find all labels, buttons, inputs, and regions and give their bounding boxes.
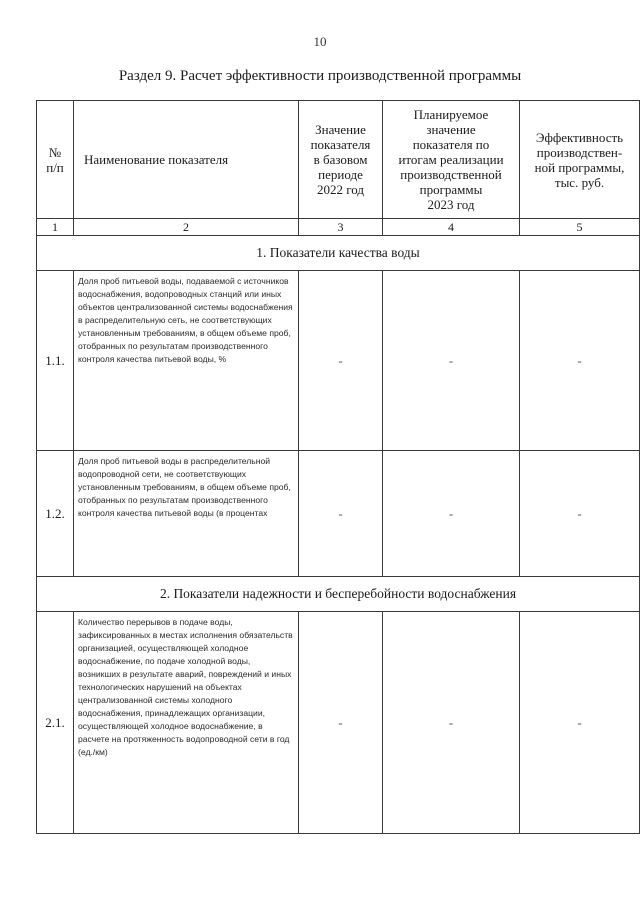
column-number: 3 <box>299 219 383 236</box>
page-number: 10 <box>313 34 327 49</box>
group-title: 2. Показатели надежности и бесперебойности водоснабжения <box>37 577 640 612</box>
column-number: 1 <box>37 219 74 236</box>
table-row <box>37 451 640 577</box>
row-number: 1.2. <box>37 451 74 577</box>
planned-value: - <box>383 612 520 834</box>
planned-value: - <box>383 271 520 451</box>
planned-value: - <box>383 451 520 577</box>
column-number: 4 <box>383 219 520 236</box>
header-base: Значение показателя в базовом периоде 2022 год <box>299 101 383 219</box>
table-row <box>37 271 640 451</box>
header-row <box>37 101 640 219</box>
column-number: 2 <box>74 219 299 236</box>
base-value: - <box>299 271 383 451</box>
base-value: - <box>299 612 383 834</box>
header-name: Наименование показателя <box>74 101 299 219</box>
group-header-row <box>37 577 640 612</box>
base-value: - <box>299 451 383 577</box>
efficiency-value: - <box>520 612 640 834</box>
indicator-name: Доля проб питьевой воды, подаваемой с источников водоснабжения, водопроводных станций или иных объектов централизованной системы водоснабжения в распределительную сеть, не соответствующих установленным требованиям, в общем объеме проб, отобранных по результатам производственного контроля качества питьевой воды, % <box>74 271 299 451</box>
group-title: 1. Показатели качества воды <box>37 236 640 271</box>
row-number: 2.1. <box>37 612 74 834</box>
column-number-row <box>37 219 640 236</box>
column-number: 5 <box>520 219 640 236</box>
indicator-name: Доля проб питьевой воды в распределительной водопроводной сети, не соответствующих установленным требованиям, в общем объеме проб, отобранных по результатам производственного контроля качества питьевой воды (в процентах <box>74 451 299 577</box>
group-header-row <box>37 236 640 271</box>
header-efficiency: Эффективность производствен- ной программы, тыс. руб. <box>520 101 640 219</box>
table-row <box>37 612 640 834</box>
efficiency-value: - <box>520 451 640 577</box>
row-number: 1.1. <box>37 271 74 451</box>
header-planned: Планируемое значение показателя по итогам реализации производственной программы 2023 год <box>383 101 520 219</box>
efficiency-table <box>36 100 640 834</box>
section-title: Раздел 9. Расчет эффективности производственной программы <box>118 68 522 84</box>
efficiency-value: - <box>520 271 640 451</box>
header-num: № п/п <box>37 101 74 219</box>
indicator-name: Количество перерывов в подаче воды, зафиксированных в местах исполнения обязательств организацией, осуществляющей холодное водоснабжение, по подаче холодной воды, возникших в результате аварий, повреждений и иных технологических нарушений на объектах централизованной системы холодного водоснабжения, принадлежащих организации, осуществляющей холодное водоснабжение, в расчете на протяженность водопроводной сети в год (ед./км) <box>74 612 299 834</box>
